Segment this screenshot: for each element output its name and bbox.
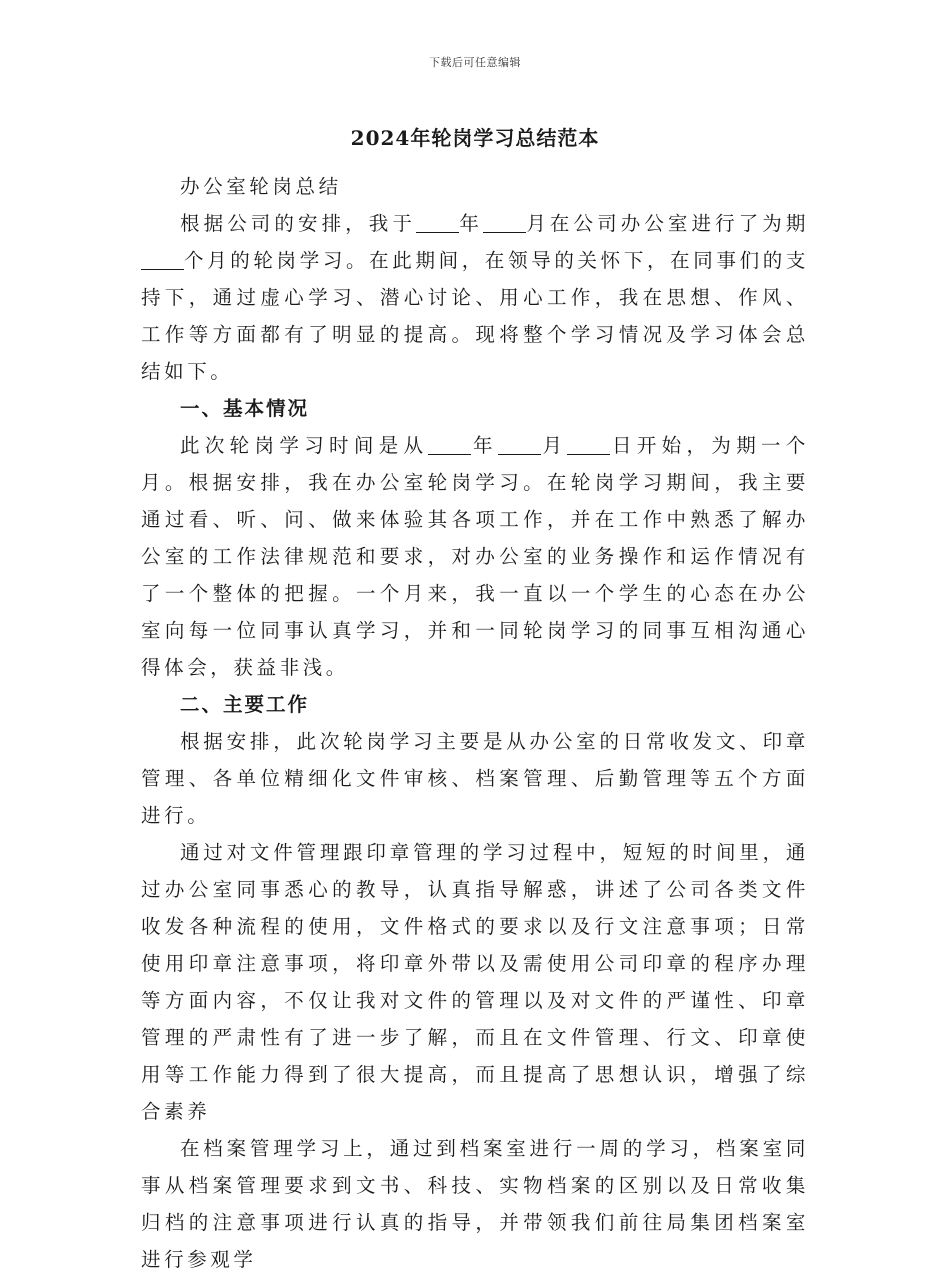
intro-text-3: 月在公司办公室进行了为期 bbox=[525, 212, 809, 235]
blank-start-year bbox=[428, 432, 471, 454]
header-note: 下载后可任意编辑 bbox=[429, 56, 521, 69]
intro-text-2: 年 bbox=[458, 212, 483, 235]
section-heading-basic: 一、基本情况 bbox=[180, 397, 310, 420]
work-paragraph-2: 通过对文件管理跟印章管理的学习过程中，短短的时间里，通过办公室同事悉心的教导，认真指导解惑，讲述了公司各类文件收发各种流程的使用，文件格式的要求以及行文注意事项；日常使用印章注意事项，将印章外带以及需使用公司印章的程序办理等方面内容，不仅让我对文件的管理以及对文件的严谨性、印章管理的严肃性有了进一步了解，而且在文件管理、行文、印章使用等工作能力得到了很大提高，而且提高了思想认识，增强了综合素养 bbox=[141, 841, 809, 1123]
document-body bbox=[141, 168, 809, 1278]
basic-text-1: 此次轮岗学习时间是从 bbox=[180, 434, 429, 457]
work-paragraph-3: 在档案管理学习上，通过到档案室进行一周的学习，档案室同事从档案管理要求到文书、科技、实物档案的区别以及日常收集归档的注意事项进行认真的指导，并带领我们前往局集团档案室进行参观学 bbox=[141, 1137, 809, 1271]
work-paragraph-1: 根据安排，此次轮岗学习主要是从办公室的日常收发文、印章管理、各单位精细化文件审核、档案管理、后勤管理等五个方面进行。 bbox=[141, 730, 809, 827]
intro-paragraph bbox=[141, 205, 809, 390]
intro-text-4: 个月的轮岗学习。在此期间，在领导的关怀下，在同事们的支持下，通过虚心学习、潜心讨论、用心工作，我在思想、作风、工作等方面都有了明显的提高。现将整个学习情况及学习体会总结如下。 bbox=[141, 249, 809, 383]
basic-text-2: 年 bbox=[471, 434, 498, 457]
blank-start-month bbox=[498, 432, 541, 454]
blank-start-day bbox=[567, 432, 610, 454]
basic-paragraph bbox=[141, 427, 809, 686]
basic-text-4: 日开始，为期一个月。根据安排，我在办公室轮岗学习。在轮岗学习期间，我主要通过看、听、问、做来体验其各项工作，并在工作中熟悉了解办公室的工作法律规范和要求，对办公室的业务操作和运作情况有了一个整体的把握。一个月来，我一直以一个学生的心态在办公室向每一位同事认真学习，并和一同轮岗学习的同事互相沟通心得体会，获益非浅。 bbox=[141, 434, 809, 679]
blank-month bbox=[483, 210, 526, 232]
intro-text-1: 根据公司的安排，我于 bbox=[180, 212, 416, 235]
basic-text-3: 月 bbox=[540, 434, 568, 457]
blank-duration bbox=[141, 247, 184, 269]
document-title: 2024年轮岗学习总结范本 bbox=[350, 126, 600, 150]
subtitle: 办公室轮岗总结 bbox=[180, 175, 342, 198]
section-heading-work: 二、主要工作 bbox=[180, 693, 310, 716]
blank-year bbox=[416, 210, 459, 232]
